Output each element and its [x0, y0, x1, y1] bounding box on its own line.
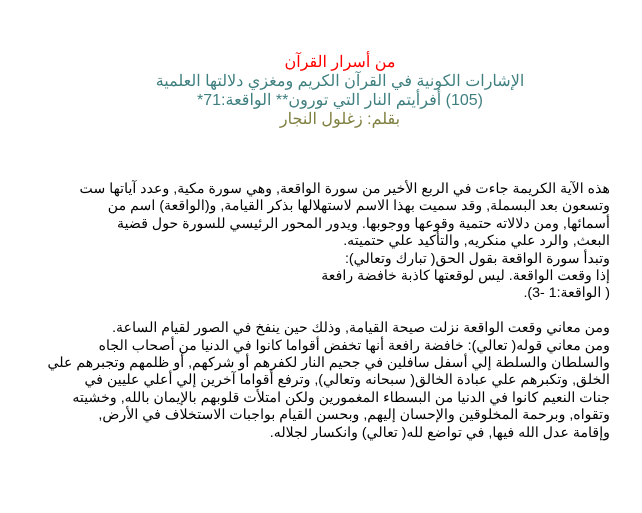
article-header — [140, 53, 540, 129]
text-line: جنات النعيم كانوا في الدنيا من البسطاء المغمورين ولكن امتلأت قلوبهم بالإيمان بالله, وخشيته — [72, 389, 610, 406]
text-line: هذه الآية الكريمة جاءت في الربع الأخير من سورة الواقعة, وهي سورة مكية, وعدد آياتها ست — [79, 181, 610, 197]
text-line: والسلطان والسلطة إلي أسفل سافلين في جحيم النار لكفرهم أو شركهم, أو ظلمهم وتجبرهم علي — [47, 355, 610, 372]
text-line: وإقامة عدل الله فيها, في تواضع لله( تعالي) وانكسار لجلاله. — [269, 424, 610, 441]
article-body — [30, 181, 610, 442]
text-line: ( الواقعة:1 -3). — [523, 285, 610, 302]
paragraph-1 — [30, 181, 610, 303]
article-subtitle: الإشارات الكونية في القرآن الكريم ومغزي دلالتها العلمية — [155, 73, 525, 90]
text-line: إذا وقعت الواقعة. ليس لوقعتها كاذبة خافضة رافعة — [321, 268, 610, 285]
text-line: البعث, والرد علي منكريه, والتأكيد علي حتميته. — [343, 233, 610, 250]
text-line: وتقواه, وبرحمة المخلوقين والإحسان إليهم, وبحسن القيام بواجبات الاستخلاف في الأرض, — [98, 407, 610, 424]
author-byline: بقلم: زغلول النجار — [279, 111, 401, 128]
series-title: من أسرار القرآن — [284, 54, 396, 71]
verse-title: (105) أفرأيتم النار التي تورون** الواقعة:71* — [197, 92, 483, 109]
text-line: ومن معاني قوله( تعالي): خافضة رافعة أنها تخفض أقواما كانوا في الدنيا من أصحاب الجاه — [98, 337, 610, 354]
text-line: أسمائها, ومن دلالاته حتمية وقوعها ووجوبها. ويدور المحور الرئيسي للسورة حول قضية — [117, 215, 610, 232]
text-line: ومن معاني وقعت الواقعة نزلت صيحة القيامة, وذلك حين ينفخ في الصور لقيام الساعة. — [112, 320, 610, 337]
paragraph-2 — [30, 320, 610, 442]
text-line: وتبدأ سورة الواقعة بقول الحق( تبارك وتعالي): — [344, 250, 610, 267]
text-line: وتسعون بعد البسملة, وقد سميت بهذا الاسم لاستهلالها بذكر القيامة, و(الواقعة) اسم من — [107, 198, 610, 215]
paragraph-gap — [30, 303, 610, 320]
text-line: الخلق, وتكبرهم علي عبادة الخالق( سبحانه وتعالي), وترفع أقواما آخرين إلي أعلي عليين في — [84, 372, 610, 389]
